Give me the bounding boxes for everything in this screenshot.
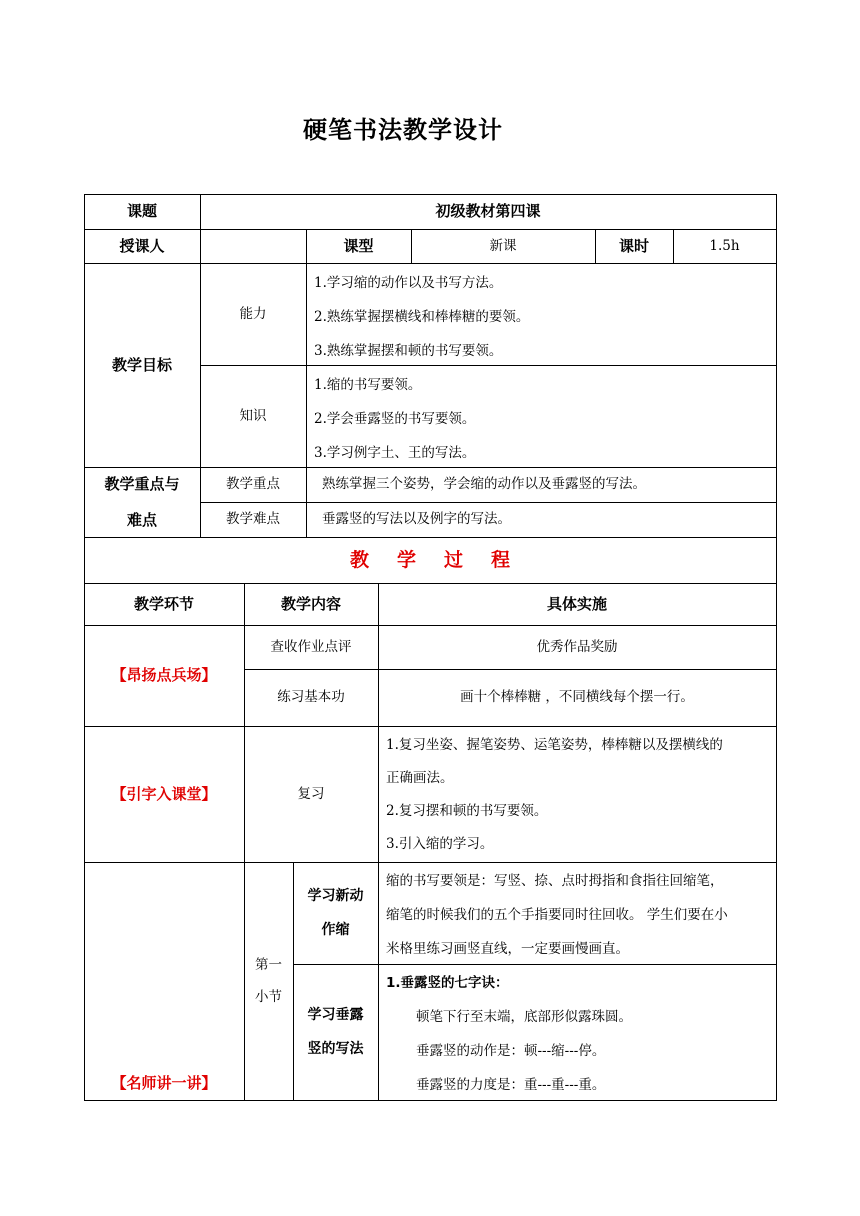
sub1-impl-line: 缩笔的时候我们的五个手指要同时往回收。 学生们要在小 <box>386 907 728 923</box>
stage-name: 【名师讲一讲】 <box>111 1073 217 1092</box>
knowledge-list <box>306 368 776 467</box>
difficulty-label: 教学难点 <box>226 511 280 528</box>
type-label: 课型 <box>343 236 374 255</box>
sub1-impl <box>378 864 776 964</box>
col-header-implementation: 具体实施 <box>546 594 607 613</box>
stage1-content-2: 练习基本功 <box>277 689 345 706</box>
focus-label <box>84 467 200 537</box>
knowledge-item: 2.学会垂露竖的书写要领。 <box>314 411 476 427</box>
key-point-label: 教学重点 <box>226 476 280 493</box>
sub1-label <box>293 862 378 964</box>
difficulty-value: 垂露竖的写法以及例字的写法。 <box>322 511 511 528</box>
stage-name: 【引字入课堂】 <box>111 784 217 803</box>
knowledge-item: 1.缩的书写要领。 <box>314 377 422 393</box>
stage2-impl-line: 3.引入缩的学习。 <box>386 836 494 852</box>
sub1-impl-line: 缩的书写要领是：写竖、捺、点时拇指和食指往回缩笔， <box>386 873 724 889</box>
sub1-impl-line: 米格里练习画竖直线，一定要画慢画直。 <box>386 941 629 957</box>
stage2-impl-line: 1.复习坐姿、握笔姿势、运笔姿势，棒棒糖以及摆横线的 <box>386 737 723 753</box>
col-header-stage: 教学环节 <box>133 594 194 613</box>
stage2-impl-line: 正确画法。 <box>386 770 454 786</box>
topic-label: 课题 <box>126 202 157 220</box>
sub2-label <box>293 964 378 1100</box>
ability-item: 2.熟练掌握摆横线和棒棒糖的要领。 <box>314 309 530 325</box>
knowledge-item: 3.学习例字土、王的写法。 <box>314 445 476 461</box>
stage1-impl-1: 优秀作品奖励 <box>536 638 618 655</box>
objectives-label: 教学目标 <box>111 355 172 374</box>
type-value: 新课 <box>489 237 517 254</box>
section-label <box>244 862 293 1100</box>
sub1-label-line2: 作缩 <box>321 922 350 938</box>
section-label-line2: 小节 <box>255 989 282 1005</box>
process-heading: 教学过程 <box>349 548 538 571</box>
section-label-line1: 第一 <box>255 957 282 973</box>
ability-item: 3.熟练掌握摆和顿的书写要领。 <box>314 343 503 359</box>
sub2-label-line2: 竖的写法 <box>307 1041 364 1057</box>
sub2-impl-line: 垂露竖的动作是：顿---缩---停。 <box>416 1043 606 1059</box>
time-value: 1.5h <box>709 237 740 254</box>
time-label: 课时 <box>618 236 649 255</box>
sub2-impl-line: 垂露竖的力度是：重---重---重。 <box>416 1077 606 1093</box>
sub2-impl <box>378 966 776 1100</box>
teacher-label: 授课人 <box>119 236 165 255</box>
knowledge-label: 知识 <box>239 407 267 424</box>
stage-name: 【昂扬点兵场】 <box>111 666 217 684</box>
document-title: 硬笔书法教学设计 <box>303 116 503 144</box>
sub2-impl-line: 顿笔下行至末端，底部形似露珠圆。 <box>416 1009 632 1025</box>
stage2-content: 复习 <box>297 785 325 802</box>
focus-label-line2: 难点 <box>126 511 157 529</box>
stage2-impl <box>378 729 776 862</box>
sub2-impl-head: 1.垂露竖的七字诀： <box>386 975 509 991</box>
col-header-content: 教学内容 <box>280 594 341 613</box>
ability-list <box>306 266 776 365</box>
key-point-value: 熟练掌握三个姿势，学会缩的动作以及垂露竖的写法。 <box>322 476 646 493</box>
ability-label: 能力 <box>239 305 267 322</box>
focus-label-line1: 教学重点与 <box>104 475 180 493</box>
ability-item: 1.学习缩的动作以及书写方法。 <box>314 275 503 291</box>
topic-value: 初级教材第四课 <box>435 202 541 220</box>
sub2-label-line1: 学习垂露 <box>307 1007 364 1023</box>
stage2-impl-line: 2.复习摆和顿的书写要领。 <box>386 803 548 819</box>
sub1-label-line1: 学习新动 <box>307 888 364 904</box>
stage1-impl-2: 画十个棒棒糖 ，不同横线每个摆一行。 <box>460 689 694 706</box>
stage1-content-1: 查收作业点评 <box>270 638 352 655</box>
teacher-value <box>200 229 306 263</box>
